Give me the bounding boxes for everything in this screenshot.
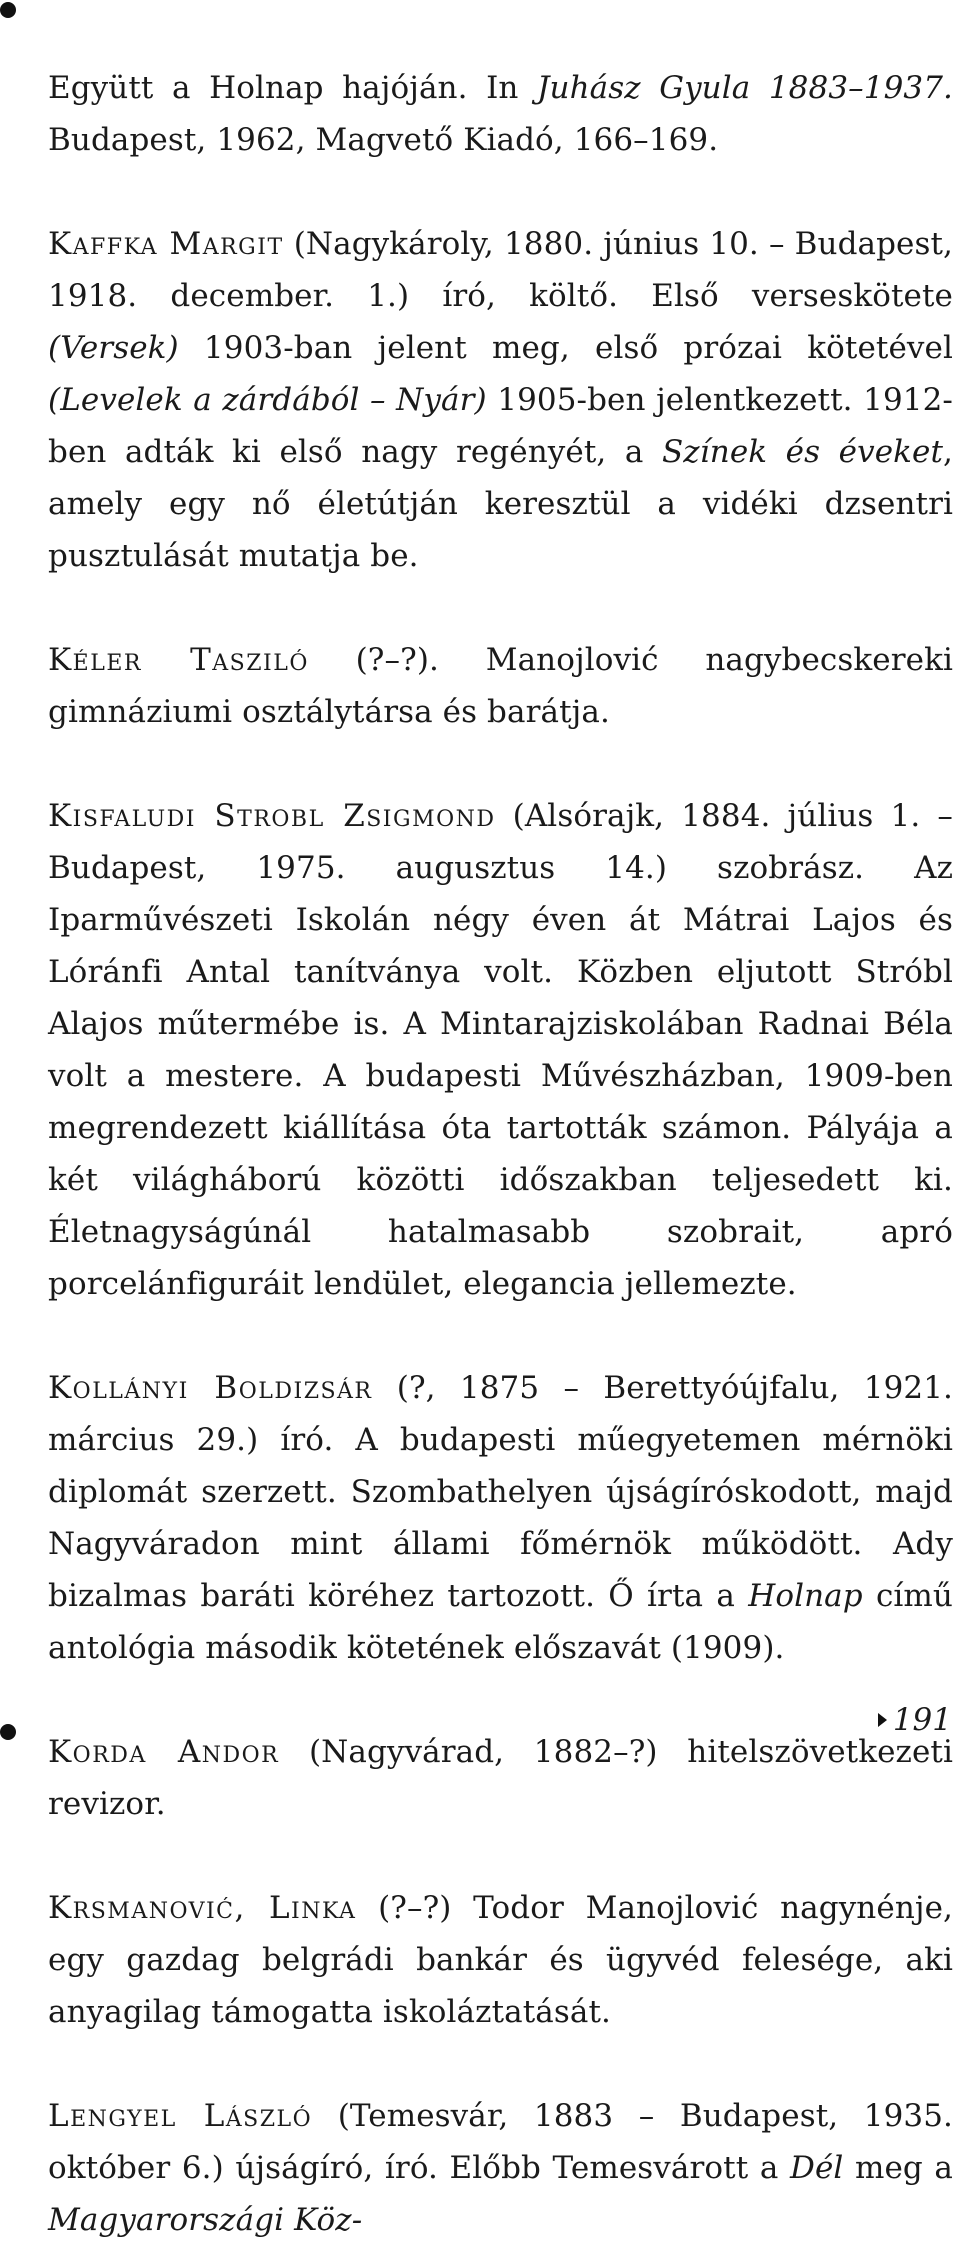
entry-text: meg a [843,2150,953,2186]
entry-name: Kollányi Boldizsár [48,1370,373,1406]
entry-name: Lengyel László [48,2098,313,2134]
italic-title: (Versek) [48,330,179,366]
italic-title: Színek és éveket [661,434,944,470]
entry-kaffka [48,218,953,582]
entry-krsmanovic [48,1882,953,2038]
entry-juhasz-ref [48,62,953,166]
entry-text: (Nagyvárad, 1882–?) hitelszövetkezeti revizor. [48,1734,953,1822]
bullet-dot-icon [0,1724,16,1740]
entry-lengyel [48,2090,953,2246]
italic-title: Holnap [748,1578,863,1614]
entry-text: című antológia második kötetének előszavát (1909). [48,1578,953,1666]
page-arrow-icon [878,1713,887,1727]
page-number: 191 [892,1702,952,1738]
bullet-dot-icon [0,2,16,18]
entry-text: Együtt a Holnap hajóján. In [48,70,537,106]
italic-title: (Levelek a zárdából – Nyár) [48,382,487,418]
italic-title: Juhász Gyula 1883–1937. [537,70,953,106]
page-footer [878,1700,952,1740]
entry-name: Kisfaludi Strobl Zsigmond [48,798,496,834]
entry-kisfaludi [48,790,953,1310]
entry-text: 1905-ben jelentkezett. 1912-ben adták ki első nagy regényét, a [48,382,953,470]
entry-text: (?–?) Todor Manojlović nagynénje, egy gazdag belgrádi bankár és ügyvéd felesége, aki anyagilag támogatta iskoláztatását. [48,1890,953,2030]
entry-text: (?–?). Manojlović nagybecskereki gimnáziumi osztálytársa és barátja. [48,642,953,730]
entry-text: Budapest, 1962, Magvető Kiadó, 166–169. [48,122,719,158]
entry-name: Korda Andor [48,1734,280,1770]
entry-kollanyi [48,1362,953,1674]
entry-text: (Alsórajk, 1884. július 1. – Budapest, 1975. augusztus 14.) szobrász. Az Iparművészeti Iskolán négy éven át Mátrai Lajos és Lóránfi Antal tanítványa volt. Közben eljutott Stróbl Alajos műtermébe is. A Mintarajziskolában Radnai Béla volt a mestere. A budapesti Művészházban, 1909-ben megrendezett kiállítása óta tartották számon. Pályája a két világháború közötti időszakban teljesedett ki. Életnagyságúnál hatalmasabb szobrait, apró porcelánfiguráit lendület, elegancia jellemezte. [48,798,953,1302]
italic-title: Magyarországi Köz- [48,2202,363,2238]
italic-title: Dél [789,2150,844,2186]
entry-name: Krsmanović, Linka [48,1890,357,1926]
entry-text: (Nagykároly, 1880. június 10. – Budapest, 1918. december. 1.) író, költő. Első verseskötete [48,226,954,314]
entry-keler [48,634,953,738]
entry-text: (Temesvár, 1883 – Budapest, 1935. október 6.) újságíró, író. Előbb Temesvárott a [48,2098,953,2186]
entry-text: , amely egy nő életútján keresztül a vidéki dzsentri pusztulását mutatja be. [48,434,954,574]
entry-name: Kaffka Margit [48,226,284,262]
page-body [48,62,953,2246]
entry-text: 1903-ban jelent meg, első prózai kötetével [178,330,953,366]
entry-name: Kéler Tasziló [48,642,309,678]
entry-text: (?, 1875 – Berettyóújfalu, 1921. március 29.) író. A budapesti műegyetemen mérnöki diplomát szerzett. Szombathelyen újságíróskodott, majd Nagyváradon mint állami főmérnök működött. Ady bizalmas baráti köréhez tartozott. Ő írta a [48,1370,953,1614]
